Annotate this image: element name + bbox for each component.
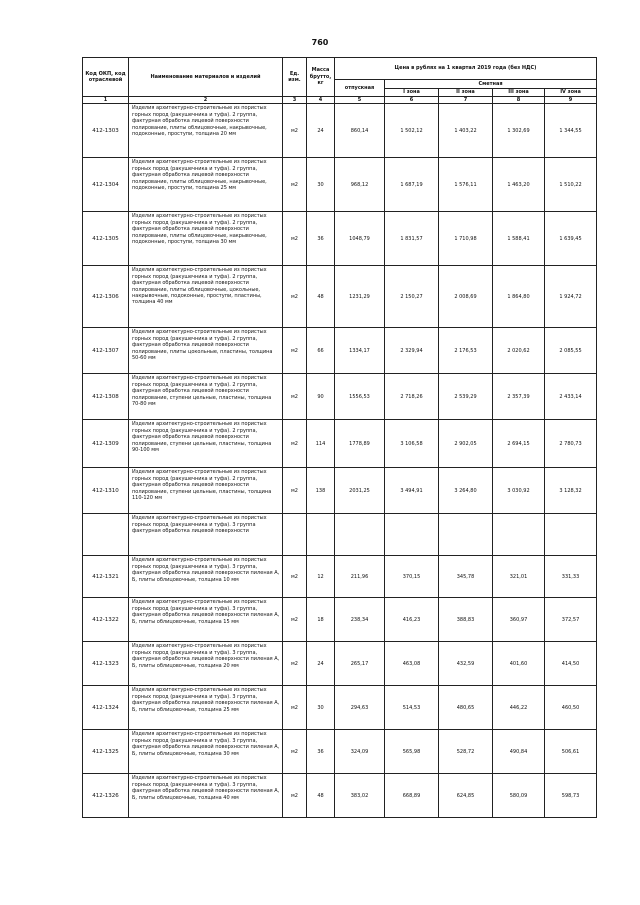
table-row [83,556,597,598]
price-zone-2: 388,83 [439,598,493,642]
header-unit: Ед. изм. [283,58,307,97]
header-price: Цена в рублях на 1 квартал 2019 года (без НДС) [335,58,597,80]
price-zone-2: 528,72 [439,730,493,774]
unit: м2 [283,328,307,374]
release-price: 860,14 [335,104,385,158]
release-price: 2031,25 [335,468,385,514]
table-row [83,598,597,642]
column-number: 6 [385,97,439,104]
price-zone-1: 1 502,12 [385,104,439,158]
column-number: 2 [129,97,283,104]
price-zone-1: 565,98 [385,730,439,774]
price-zone-4: 1 510,22 [545,158,597,212]
price-zone-4: 506,61 [545,730,597,774]
price-zone-1: 1 831,57 [385,212,439,266]
price-zone-3: 2 694,15 [493,420,545,468]
product-name: Изделия архитектурно-строительные из пористых горных пород (ракушечника и туфа). 3 группа, фактурная обработка лицевой поверхности пиленая А, Б, плиты облицовочные, толщина 30 мм [129,730,283,774]
price-zone-3: 2 020,62 [493,328,545,374]
price-zone-1: 3 494,91 [385,468,439,514]
column-number: 5 [335,97,385,104]
price-zone-4: 598,73 [545,774,597,818]
unit: м2 [283,212,307,266]
release-price [335,514,385,556]
page-number: 760 [311,38,329,47]
price-zone-2: 624,85 [439,774,493,818]
unit: м2 [283,266,307,328]
gross-mass: 24 [307,104,335,158]
column-number: 4 [307,97,335,104]
product-name: Изделия архитектурно-строительные из пористых горных пород (ракушечника и туфа). 2 группа, фактурная обработка лицевой поверхности полирование, ступени цельные, пластины, толщина 90-100 мм [129,420,283,468]
header-zone: III зона [493,89,545,97]
product-code: 412-1305 [83,212,129,266]
price-zone-2: 2 008,69 [439,266,493,328]
header-zone: I зона [385,89,439,97]
product-code: 412-1326 [83,774,129,818]
product-code: 412-1324 [83,686,129,730]
price-zone-4: 2 085,55 [545,328,597,374]
unit: м2 [283,556,307,598]
product-code: 412-1304 [83,158,129,212]
product-code: 412-1306 [83,266,129,328]
release-price: 294,63 [335,686,385,730]
table-body [83,104,597,818]
price-zone-3: 1 864,80 [493,266,545,328]
column-number: 1 [83,97,129,104]
gross-mass: 36 [307,212,335,266]
product-code: 412-1307 [83,328,129,374]
table-row [83,730,597,774]
product-name: Изделия архитектурно-строительные из пористых горных пород (ракушечника и туфа). 2 группа, фактурная обработка лицевой поверхности полирование, плиты облицовочные, накрывочные, подоконные, проступи, толщина 30 мм [129,212,283,266]
gross-mass: 24 [307,642,335,686]
price-zone-2: 3 264,80 [439,468,493,514]
product-code: 412-1325 [83,730,129,774]
column-number: 9 [545,97,597,104]
table-row [83,774,597,818]
table-row [83,374,597,420]
product-name: Изделия архитектурно-строительные из пористых горных пород (ракушечника и туфа). 3 группа, фактурная обработка лицевой поверхности пиленая А, Б, плиты облицовочные, толщина 40 мм [129,774,283,818]
price-zone-2: 1 710,98 [439,212,493,266]
price-zone-2: 345,78 [439,556,493,598]
price-zone-1: 668,89 [385,774,439,818]
price-zone-4: 1 344,55 [545,104,597,158]
gross-mass: 48 [307,774,335,818]
release-price: 324,09 [335,730,385,774]
table-row [83,266,597,328]
unit: м2 [283,730,307,774]
price-zone-2 [439,514,493,556]
unit: м2 [283,158,307,212]
product-name: Изделия архитектурно-строительные из пористых горных пород (ракушечника и туфа). 2 группа, фактурная обработка лицевой поверхности полирование, плиты цокольные, пластины, толщина 50-60 мм [129,328,283,374]
table-row [83,686,597,730]
unit: м2 [283,774,307,818]
product-code: 412-1308 [83,374,129,420]
product-code: 412-1322 [83,598,129,642]
header-release: отпускная [335,80,385,97]
price-zone-3: 3 030,92 [493,468,545,514]
table-row [83,420,597,468]
gross-mass: 30 [307,686,335,730]
gross-mass: 138 [307,468,335,514]
gross-mass: 66 [307,328,335,374]
header-zone: IV зона [545,89,597,97]
header-name: Наименование материалов и изделий [129,58,283,97]
header-zone: II зона [439,89,493,97]
release-price: 265,17 [335,642,385,686]
price-zone-1: 3 106,58 [385,420,439,468]
table-row [83,642,597,686]
price-zone-2: 480,65 [439,686,493,730]
product-code: 412-1303 [83,104,129,158]
gross-mass: 48 [307,266,335,328]
price-zone-1: 2 329,94 [385,328,439,374]
price-zone-1: 2 150,27 [385,266,439,328]
header-mass: Масса брутто, кг [307,58,335,97]
product-name: Изделия архитектурно-строительные из пористых горных пород (ракушечника и туфа). 2 группа, фактурная обработка лицевой поверхности полирование, плиты облицовочные, цокольные, накрывочные, подоконные, проступи, пластины, толщина 40 мм [129,266,283,328]
column-number: 7 [439,97,493,104]
price-zone-4: 2 780,73 [545,420,597,468]
table-row [83,514,597,556]
unit: м2 [283,374,307,420]
price-zone-2: 2 539,29 [439,374,493,420]
product-name: Изделия архитектурно-строительные из пористых горных пород (ракушечника и туфа). 3 группа, фактурная обработка лицевой поверхности пиленая А, Б, плиты облицовочные, толщина 15 мм [129,598,283,642]
release-price: 968,12 [335,158,385,212]
price-zone-4: 372,57 [545,598,597,642]
price-zone-1: 514,53 [385,686,439,730]
price-zone-1: 2 718,26 [385,374,439,420]
price-zone-1 [385,514,439,556]
price-zone-4: 2 433,14 [545,374,597,420]
unit: м2 [283,642,307,686]
price-table [82,57,597,818]
product-code: 412-1323 [83,642,129,686]
price-zone-2: 1 576,11 [439,158,493,212]
price-zone-4 [545,514,597,556]
column-number: 3 [283,97,307,104]
product-code [83,514,129,556]
product-name: Изделия архитектурно-строительные из пористых горных пород (ракушечника и туфа). 2 группа, фактурная обработка лицевой поверхности полирование, плиты облицовочные, накрывочные, подоконные, проступи, толщина 25 мм [129,158,283,212]
price-zone-3: 321,01 [493,556,545,598]
gross-mass: 12 [307,556,335,598]
release-price: 1231,29 [335,266,385,328]
price-zone-3: 1 463,20 [493,158,545,212]
product-code: 412-1309 [83,420,129,468]
price-zone-3: 401,60 [493,642,545,686]
unit: м2 [283,104,307,158]
price-zone-3: 490,84 [493,730,545,774]
price-zone-4: 1 639,45 [545,212,597,266]
gross-mass [307,514,335,556]
table-row [83,104,597,158]
gross-mass: 36 [307,730,335,774]
gross-mass: 18 [307,598,335,642]
unit: м2 [283,468,307,514]
product-name: Изделия архитектурно-строительные из пористых горных пород (ракушечника и туфа). 2 группа, фактурная обработка лицевой поверхности полирование, ступени цельные, пластины, толщина 70-80 мм [129,374,283,420]
price-zone-1: 1 687,19 [385,158,439,212]
release-price: 238,34 [335,598,385,642]
price-zone-3: 446,22 [493,686,545,730]
price-zone-2: 2 176,53 [439,328,493,374]
product-name: Изделия архитектурно-строительные из пористых горных пород (ракушечника и туфа). 3 группа, фактурная обработка лицевой поверхности пиленая А, Б, плиты облицовочные, толщина 10 мм [129,556,283,598]
product-name: Изделия архитектурно-строительные из пористых горных пород (ракушечника и туфа). 3 группа, фактурная обработка лицевой поверхности пиленая А, Б, плиты облицовочные, толщина 25 мм [129,686,283,730]
header-estimate: Сметная [385,80,597,89]
release-price: 211,96 [335,556,385,598]
gross-mass: 114 [307,420,335,468]
price-zone-2: 432,59 [439,642,493,686]
price-zone-4: 1 924,72 [545,266,597,328]
product-code: 412-1321 [83,556,129,598]
price-zone-4: 331,33 [545,556,597,598]
table-row [83,212,597,266]
price-zone-3: 1 302,69 [493,104,545,158]
release-price: 1556,53 [335,374,385,420]
release-price: 1334,17 [335,328,385,374]
unit: м2 [283,598,307,642]
product-name: Изделия архитектурно-строительные из пористых горных пород (ракушечника и туфа). 3 группа, фактурная обработка лицевой поверхности пиленая А, Б, плиты облицовочные, толщина 20 мм [129,642,283,686]
release-price: 1778,89 [335,420,385,468]
table-row [83,468,597,514]
product-name: Изделия архитектурно-строительные из пористых горных пород (ракушечника и туфа). 2 группа, фактурная обработка лицевой поверхности полирование, ступени цельные, пластины, толщина 110-120 мм [129,468,283,514]
unit [283,514,307,556]
unit: м2 [283,420,307,468]
header-code: Код ОКП, код отраслевой [83,58,129,97]
price-zone-3: 2 357,39 [493,374,545,420]
table-row [83,158,597,212]
price-zone-4: 3 128,32 [545,468,597,514]
release-price: 383,02 [335,774,385,818]
product-name: Изделия архитектурно-строительные из пористых горных пород (ракушечника и туфа). 3 группа фактурная обработка лицевой поверхности [129,514,283,556]
product-name: Изделия архитектурно-строительные из пористых горных пород (ракушечника и туфа). 2 группа, фактурная обработка лицевой поверхности полирование, плиты облицовочные, накрывочные, подоконные, проступи, толщина 20 мм [129,104,283,158]
price-zone-2: 1 403,22 [439,104,493,158]
price-zone-3: 360,97 [493,598,545,642]
price-zone-1: 370,15 [385,556,439,598]
price-zone-3: 1 588,41 [493,212,545,266]
price-zone-4: 460,50 [545,686,597,730]
price-zone-3: 580,09 [493,774,545,818]
price-zone-2: 2 902,05 [439,420,493,468]
product-code: 412-1310 [83,468,129,514]
column-number: 8 [493,97,545,104]
price-zone-1: 416,23 [385,598,439,642]
gross-mass: 30 [307,158,335,212]
price-zone-4: 414,50 [545,642,597,686]
table-row [83,328,597,374]
release-price: 1048,79 [335,212,385,266]
price-zone-1: 463,08 [385,642,439,686]
unit: м2 [283,686,307,730]
price-zone-3 [493,514,545,556]
gross-mass: 90 [307,374,335,420]
